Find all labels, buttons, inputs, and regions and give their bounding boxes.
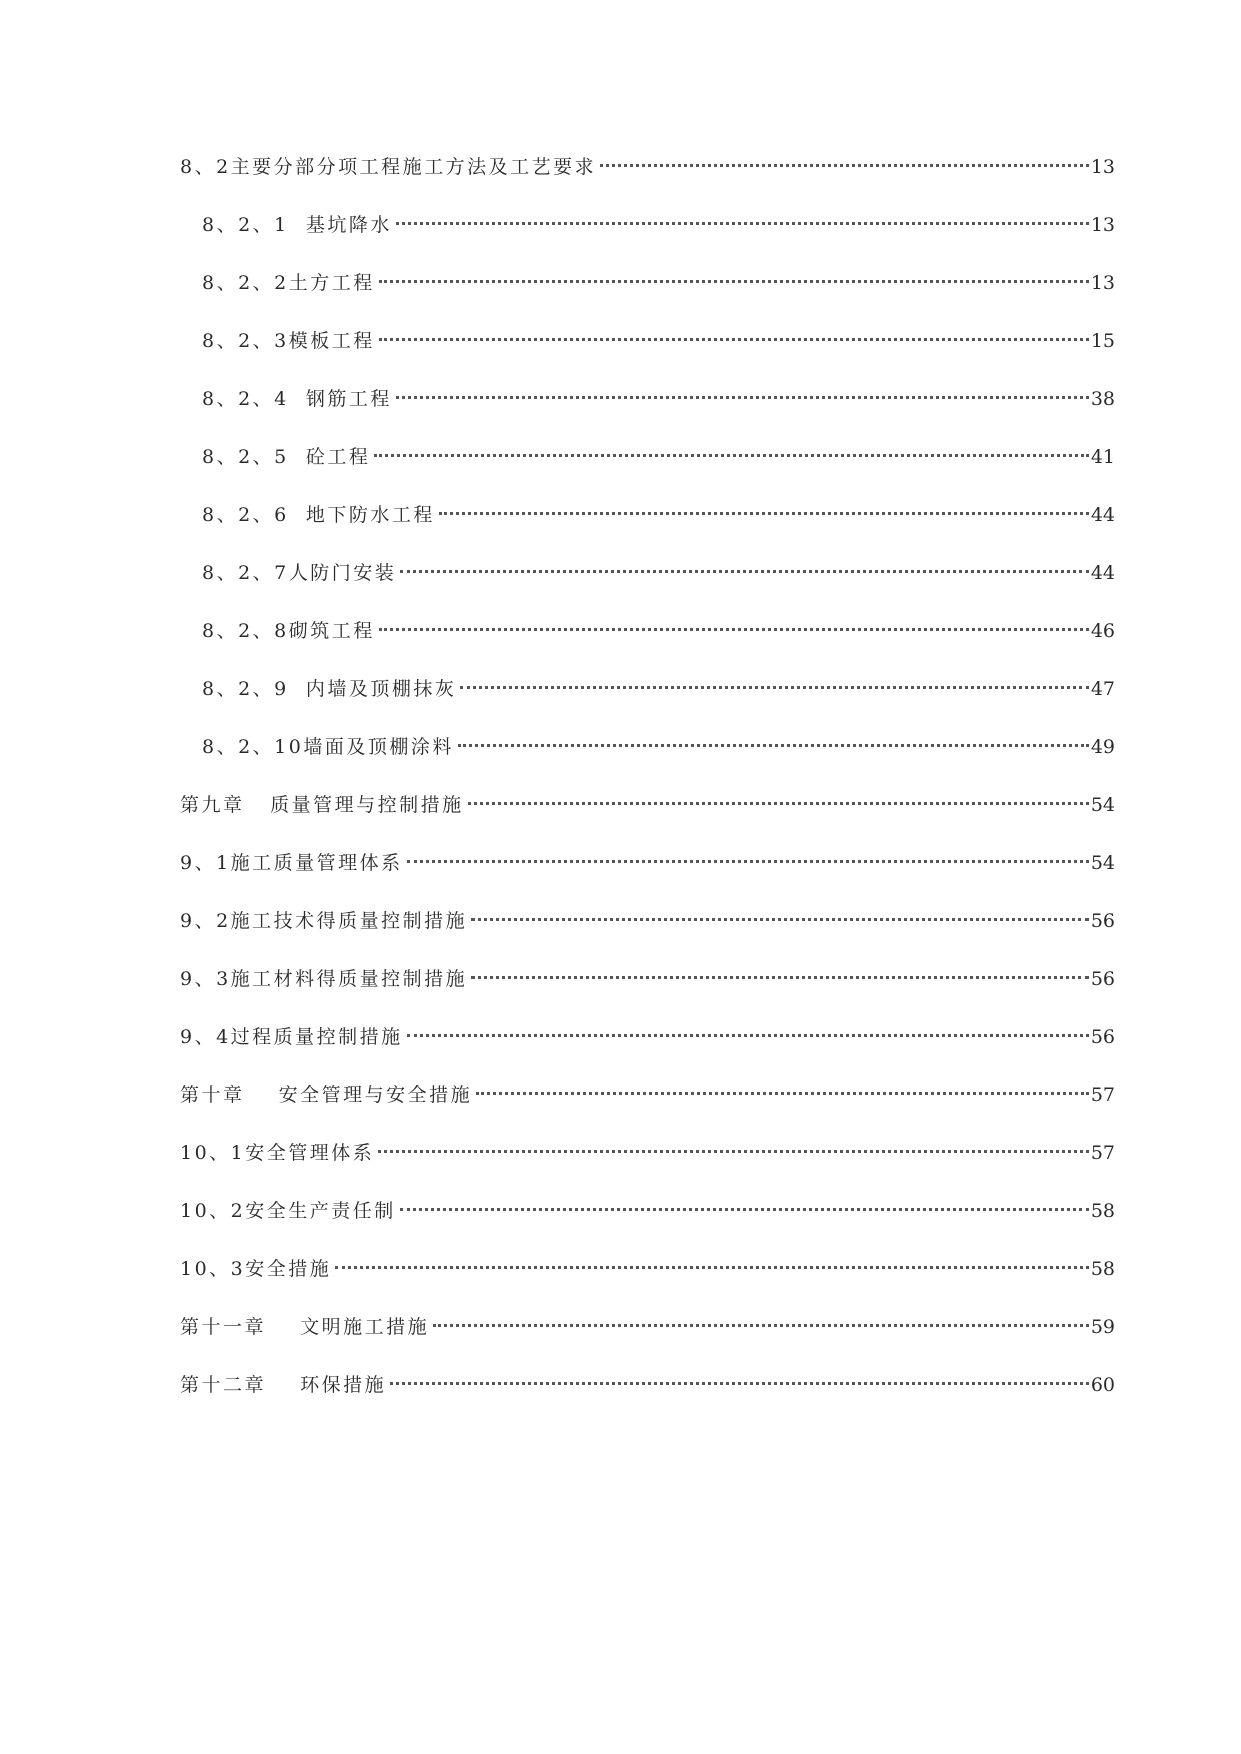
toc-entry-title: 第十一章 文明施工措施 xyxy=(180,1316,430,1338)
toc-entry-title: 8、2、4 钢筋工程 xyxy=(202,388,392,410)
toc-entry[interactable] xyxy=(180,266,1115,324)
toc-entry[interactable] xyxy=(180,1078,1115,1136)
toc-entry-title: 8、2、9 内墙及顶棚抹灰 xyxy=(202,678,457,700)
toc-entry[interactable] xyxy=(180,962,1115,1020)
toc-entry-title: 10、2安全生产责任制 xyxy=(180,1200,396,1222)
table-of-contents xyxy=(180,150,1115,1426)
toc-entry-page-number: 57 xyxy=(1090,1142,1115,1164)
toc-dot-leader xyxy=(400,570,1089,573)
toc-entry-title: 8、2、5 砼工程 xyxy=(202,446,371,468)
toc-entry[interactable] xyxy=(180,498,1115,556)
toc-entry[interactable] xyxy=(180,440,1115,498)
toc-dot-leader xyxy=(396,396,1089,399)
toc-entry[interactable] xyxy=(180,1252,1115,1310)
toc-entry-title: 8、2、3模板工程 xyxy=(202,330,375,352)
toc-entry-page-number: 58 xyxy=(1090,1258,1115,1280)
toc-entry-page-number: 13 xyxy=(1090,156,1115,178)
toc-entry-title: 10、1安全管理体系 xyxy=(180,1142,375,1164)
toc-entry-page-number: 58 xyxy=(1090,1200,1115,1222)
toc-dot-leader xyxy=(400,1208,1089,1211)
toc-dot-leader xyxy=(374,454,1088,457)
toc-dot-leader xyxy=(471,918,1089,921)
toc-dot-leader xyxy=(379,628,1089,631)
toc-entry-page-number: 56 xyxy=(1090,968,1115,990)
toc-entry[interactable] xyxy=(180,1310,1115,1368)
toc-entry-page-number: 56 xyxy=(1090,1026,1115,1048)
toc-entry-title: 第九章 质量管理与控制措施 xyxy=(180,794,464,816)
toc-entry[interactable] xyxy=(180,1194,1115,1252)
toc-entry[interactable] xyxy=(180,1020,1115,1078)
toc-dot-leader xyxy=(460,686,1088,689)
toc-entry-title: 8、2主要分部分项工程施工方法及工艺要求 xyxy=(180,156,597,178)
toc-entry-title: 8、2、7人防门安装 xyxy=(202,562,397,584)
toc-entry[interactable] xyxy=(180,556,1115,614)
toc-entry-title: 8、2、10墙面及顶棚涂料 xyxy=(202,736,454,758)
toc-dot-leader xyxy=(379,338,1089,341)
toc-entry-page-number: 56 xyxy=(1090,910,1115,932)
toc-dot-leader xyxy=(335,1266,1089,1269)
toc-entry-page-number: 15 xyxy=(1090,330,1115,352)
toc-entry-page-number: 49 xyxy=(1090,736,1115,758)
toc-dot-leader xyxy=(407,1034,1089,1037)
toc-dot-leader xyxy=(390,1382,1089,1385)
toc-entry-page-number: 13 xyxy=(1090,272,1115,294)
toc-entry-page-number: 57 xyxy=(1090,1084,1115,1106)
toc-entry-title: 第十二章 环保措施 xyxy=(180,1374,387,1396)
toc-entry[interactable] xyxy=(180,788,1115,846)
toc-dot-leader xyxy=(379,280,1089,283)
toc-entry-title: 9、4过程质量控制措施 xyxy=(180,1026,403,1048)
toc-entry-page-number: 54 xyxy=(1090,794,1115,816)
toc-entry[interactable] xyxy=(180,382,1115,440)
toc-entry-title: 9、1施工质量管理体系 xyxy=(180,852,403,874)
toc-entry-title: 8、2、1 基坑降水 xyxy=(202,214,392,236)
toc-dot-leader xyxy=(439,512,1089,515)
toc-entry-page-number: 46 xyxy=(1090,620,1115,642)
toc-entry-title: 10、3安全措施 xyxy=(180,1258,332,1280)
toc-entry-page-number: 38 xyxy=(1090,388,1115,410)
toc-entry[interactable] xyxy=(180,730,1115,788)
toc-entry[interactable] xyxy=(180,1368,1115,1426)
toc-entry-page-number: 41 xyxy=(1090,446,1115,468)
toc-entry-title: 8、2、6 地下防水工程 xyxy=(202,504,435,526)
toc-entry[interactable] xyxy=(180,1136,1115,1194)
toc-entry[interactable] xyxy=(180,672,1115,730)
toc-entry-title: 9、2施工技术得质量控制措施 xyxy=(180,910,468,932)
toc-entry[interactable] xyxy=(180,150,1115,208)
toc-dot-leader xyxy=(396,222,1089,225)
toc-dot-leader xyxy=(458,744,1089,747)
toc-entry[interactable] xyxy=(180,324,1115,382)
toc-entry[interactable] xyxy=(180,904,1115,962)
toc-dot-leader xyxy=(471,976,1089,979)
toc-dot-leader xyxy=(476,1092,1089,1095)
toc-dot-leader xyxy=(468,802,1089,805)
toc-dot-leader xyxy=(378,1150,1089,1153)
toc-dot-leader xyxy=(407,860,1089,863)
toc-entry[interactable] xyxy=(180,208,1115,266)
toc-entry-page-number: 59 xyxy=(1090,1316,1115,1338)
toc-entry-page-number: 60 xyxy=(1090,1374,1115,1396)
toc-entry-page-number: 54 xyxy=(1090,852,1115,874)
toc-dot-leader xyxy=(600,164,1089,167)
toc-dot-leader xyxy=(433,1324,1089,1327)
toc-entry-page-number: 44 xyxy=(1090,562,1115,584)
toc-entry-page-number: 47 xyxy=(1090,678,1115,700)
toc-entry-page-number: 13 xyxy=(1090,214,1115,236)
toc-entry-title: 8、2、8砌筑工程 xyxy=(202,620,375,642)
toc-entry-title: 8、2、2土方工程 xyxy=(202,272,375,294)
toc-entry[interactable] xyxy=(180,614,1115,672)
toc-entry-title: 第十章 安全管理与安全措施 xyxy=(180,1084,473,1106)
toc-entry-page-number: 44 xyxy=(1090,504,1115,526)
toc-entry-title: 9、3施工材料得质量控制措施 xyxy=(180,968,468,990)
toc-entry[interactable] xyxy=(180,846,1115,904)
